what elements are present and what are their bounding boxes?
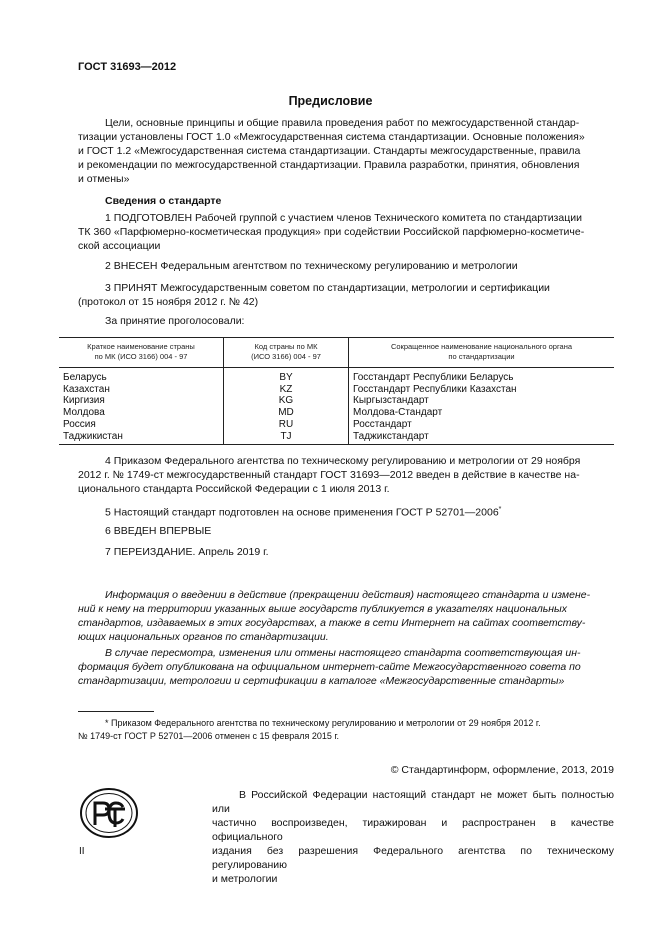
voting-table	[59, 337, 614, 445]
code-cell: TJ	[224, 431, 349, 445]
info-line: стандартизации, метрологии и сертификации в каталоге «Межгосударственные стандарты»	[78, 675, 565, 687]
column-header-code: Код страны по МК (ИСО 3166) 004 - 97	[224, 338, 349, 368]
item-3	[78, 281, 614, 309]
rights-line: В Российской Федерации настоящий стандарт не может быть полностью или	[212, 789, 614, 815]
table-row	[59, 431, 614, 445]
info-line: стандартов, издаваемых в этих государствах, а также в сети Интернет на сайтах соответству-	[78, 617, 586, 629]
item-1-line: 1 ПОДГОТОВЛЕН Рабочей группой с участием членов Технического комитета по стандартизации	[105, 212, 582, 224]
footnote-mark: *	[498, 506, 502, 513]
item-2-line: 2 ВНЕСЕН Федеральным агентством по техническому регулированию и метрологии	[105, 260, 518, 272]
section-title: Сведения о стандарте	[105, 195, 222, 207]
code-cell: KG	[224, 395, 349, 407]
intro-paragraph	[78, 116, 614, 186]
footnote-line: № 1749-ст ГОСТ Р 52701—2006 отменен с 15 февраля 2015 г.	[78, 731, 340, 741]
rst-logo-icon	[79, 787, 139, 839]
page-title: Предисловие	[288, 94, 373, 108]
body-cell: Госстандарт Республики Казахстан	[353, 383, 517, 395]
vote-intro	[78, 314, 614, 328]
code-cell: KZ	[224, 384, 349, 396]
page-number: II	[79, 846, 85, 857]
body-cell: Росстандарт	[353, 418, 412, 430]
intro-line: и ГОСТ 1.2 «Межгосударственная система стандартизации. Стандарты межгосударственные, правила	[78, 145, 581, 157]
country-cell: Беларусь	[63, 372, 107, 383]
table-header-row	[59, 338, 614, 368]
rights-notice	[212, 788, 614, 886]
info-line: формация будет опубликована на официальном интернет-сайте Межгосударственного совета по	[78, 661, 581, 673]
intro-line: и отмены»	[78, 173, 130, 185]
country-cell: Молдова	[63, 407, 105, 419]
rights-line: и метрологии	[212, 873, 278, 885]
table-row	[59, 368, 614, 384]
table-row	[59, 395, 614, 407]
body-cell: Таджикстандарт	[349, 431, 615, 445]
body-cell: Кыргызстандарт	[353, 395, 429, 407]
info-line: Информация о введении в действие (прекращении действия) настоящего стандарта и измене-	[105, 589, 591, 601]
footnote-line: * Приказом Федерального агентства по техническому регулированию и метрологии от 29 ноября 2012 г.	[105, 718, 541, 728]
country-cell: Таджикистан	[59, 431, 224, 445]
item-4-line: ционального стандарта Российской Федерации с 1 июля 2013 г.	[78, 483, 390, 495]
table-row	[59, 419, 614, 431]
code-cell: MD	[224, 407, 349, 419]
rights-line: частично воспроизведен, тиражирован и распространен в качестве официального	[212, 817, 614, 843]
body-cell: Госстандарт Республики Беларусь	[353, 372, 514, 383]
intro-line: тизации установлены ГОСТ 1.0 «Межгосударственная система стандартизации. Основные положения»	[78, 131, 585, 143]
item-2	[78, 259, 614, 273]
item-7-line: 7 ПЕРЕИЗДАНИЕ. Апрель 2019 г.	[105, 546, 269, 558]
intro-line: и рекомендации по межгосударственной стандартизации. Правила разработки, принятия, обновления	[78, 159, 580, 171]
table-row	[59, 407, 614, 419]
item-4	[78, 454, 614, 496]
info-line: В случае пересмотра, изменения или отмены настоящего стандарта соответствующая ин-	[105, 647, 581, 659]
body-cell: Молдова-Стандарт	[353, 407, 443, 419]
item-5-line: 5 Настоящий стандарт подготовлен на основе применения ГОСТ Р 52701—2006*	[105, 506, 502, 519]
country-cell: Россия	[63, 418, 96, 430]
vote-intro-text: За принятие проголосовали:	[105, 315, 245, 327]
column-header-country: Краткое наименование страны по МК (ИСО 3166) 004 - 97	[59, 338, 224, 368]
item-1-line: ской ассоциации	[78, 240, 161, 252]
item-1	[78, 211, 614, 253]
info-line: ний к нему на территории указанных выше государств публикуется в указателях национальных	[78, 603, 568, 615]
item-3-line: 3 ПРИНЯТ Межгосударственным советом по стандартизации, метрологии и сертификации	[105, 282, 550, 294]
info-paragraph-2	[78, 646, 614, 688]
column-header-body: Сокращенное наименование национального органа по стандартизации	[349, 338, 615, 368]
table-row	[59, 384, 614, 396]
item-6-line: 6 ВВЕДЕН ВПЕРВЫЕ	[105, 525, 212, 537]
item-3-line: (протокол от 15 ноября 2012 г. № 42)	[78, 296, 259, 308]
rights-line: издания без разрешения Федерального агентства по техническому регулированию	[212, 845, 614, 871]
item-4-line: 4 Приказом Федерального агентства по техническому регулированию и метрологии от 29 ноября	[105, 455, 581, 467]
rst-logo	[79, 787, 139, 844]
item-5	[78, 503, 614, 520]
item-7	[78, 545, 614, 559]
code-cell: RU	[224, 419, 349, 431]
country-cell: Казахстан	[63, 383, 110, 395]
footnote	[78, 717, 614, 743]
info-line: ющих национальных органов по стандартизации.	[78, 631, 329, 643]
item-1-line: ТК 360 «Парфюмерно-косметическая продукция» при содействии Российской парфюмерно-косметиче-	[78, 226, 585, 238]
code-cell: BY	[224, 368, 349, 384]
footnote-separator	[78, 711, 154, 712]
intro-line: Цели, основные принципы и общие правила проведения работ по межгосударственной стандар-	[105, 117, 580, 129]
country-cell: Киргизия	[63, 395, 105, 407]
copyright-notice: © Стандартинформ, оформление, 2013, 2019	[390, 764, 614, 776]
item-4-line: 2012 г. № 1749-ст межгосударственный стандарт ГОСТ 31693—2012 введен в действие в качестве на-	[78, 469, 580, 481]
info-paragraph-1	[78, 588, 614, 644]
document-header-id: ГОСТ 31693—2012	[78, 61, 177, 73]
item-6	[78, 524, 614, 538]
